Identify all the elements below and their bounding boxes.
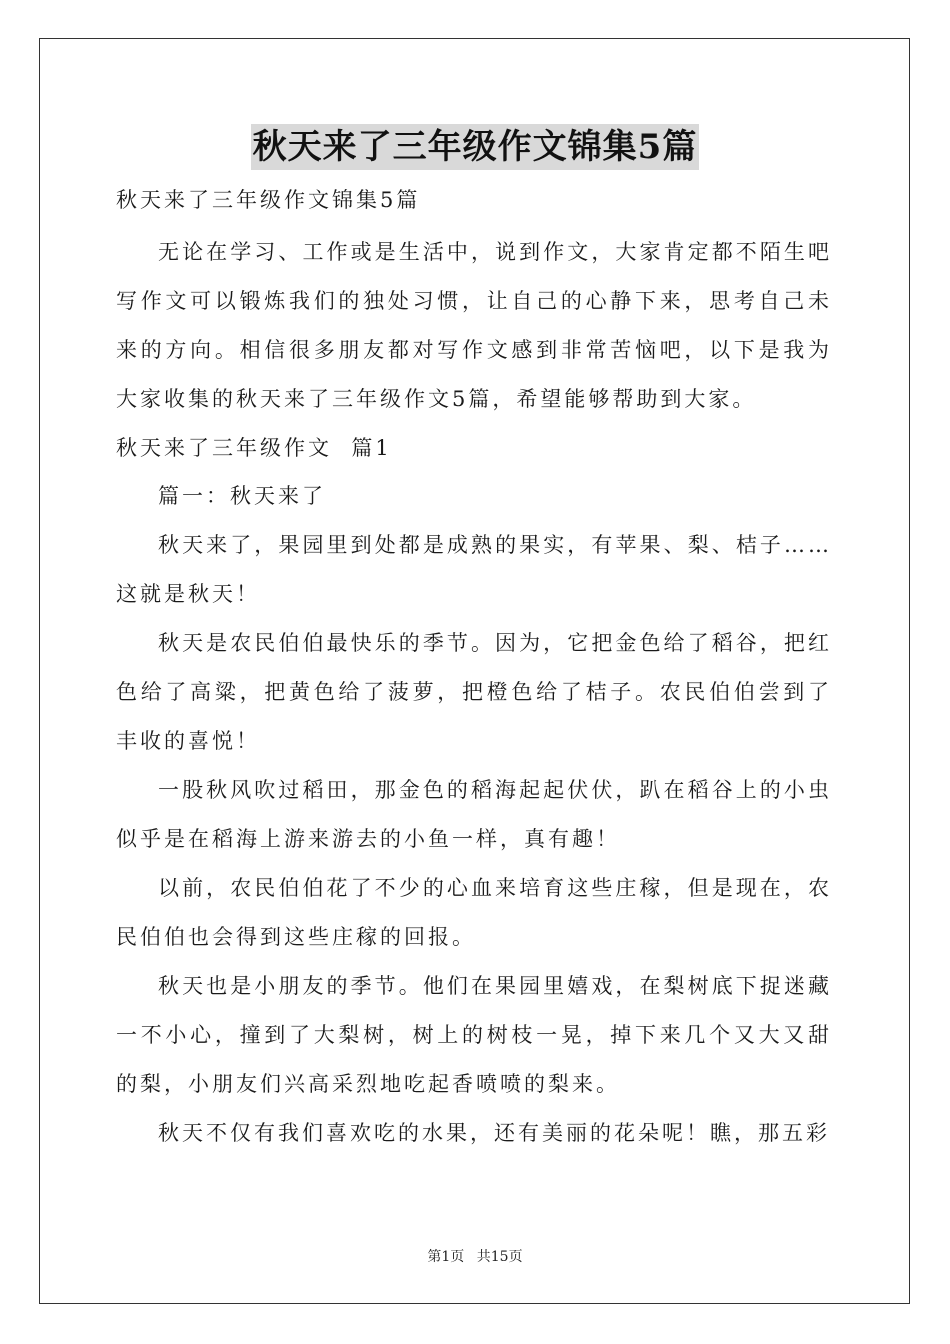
intro-paragraph: 无论在学习、工作或是生活中，说到作文，大家肯定都不陌生吧写作文可以锻炼我们的独处习惯，让自己的心静下来，思考自己未来的方向。相信很多朋友都对写作文感到非常苦恼吧，以下是我为大家收集的秋天来了三年级作文5篇，希望能够帮助到大家。 (116, 240, 832, 411)
paragraph-5: 秋天也是小朋友的季节。他们在果园里嬉戏，在梨树底下捉迷藏一不小心，撞到了大梨树，树上的树枝一晃，掉下来几个又大又甜的梨，小朋友们兴高采烈地吃起香喷喷的梨来。 (116, 974, 832, 1096)
paragraph-2: 秋天是农民伯伯最快乐的季节。因为，它把金色给了稻谷，把红色给了高粱，把黄色给了菠萝，把橙色给了桔子。农民伯伯尝到了丰收的喜悦！ (116, 631, 832, 753)
title-area (0, 124, 950, 170)
essay-title: 篇一：秋天来了 (158, 484, 326, 508)
page-footer (0, 1246, 950, 1266)
document-subtitle: 秋天来了三年级作文锦集5篇 (116, 188, 421, 212)
paragraph-4: 以前，农民伯伯花了不少的心血来培育这些庄稼，但是现在，农民伯伯也会得到这些庄稼的回报。 (116, 876, 832, 949)
paragraph-1: 秋天来了，果园里到处都是成熟的果实，有苹果、梨、桔子……这就是秋天！ (116, 533, 832, 606)
document-body (116, 178, 832, 1158)
document-title: 秋天来了三年级作文锦集5篇 (251, 124, 700, 170)
paragraph-3: 一股秋风吹过稻田，那金色的稻海起起伏伏，趴在稻谷上的小虫似乎是在稻海上游来游去的小鱼一样，真有趣！ (116, 778, 832, 851)
paragraph-6: 秋天不仅有我们喜欢吃的水果，还有美丽的花朵呢！瞧，那五彩 (158, 1121, 830, 1145)
page-number: 第1页 (427, 1249, 465, 1265)
section-heading: 秋天来了三年级作文 篇1 (116, 436, 392, 460)
page-total: 共15页 (476, 1249, 523, 1265)
